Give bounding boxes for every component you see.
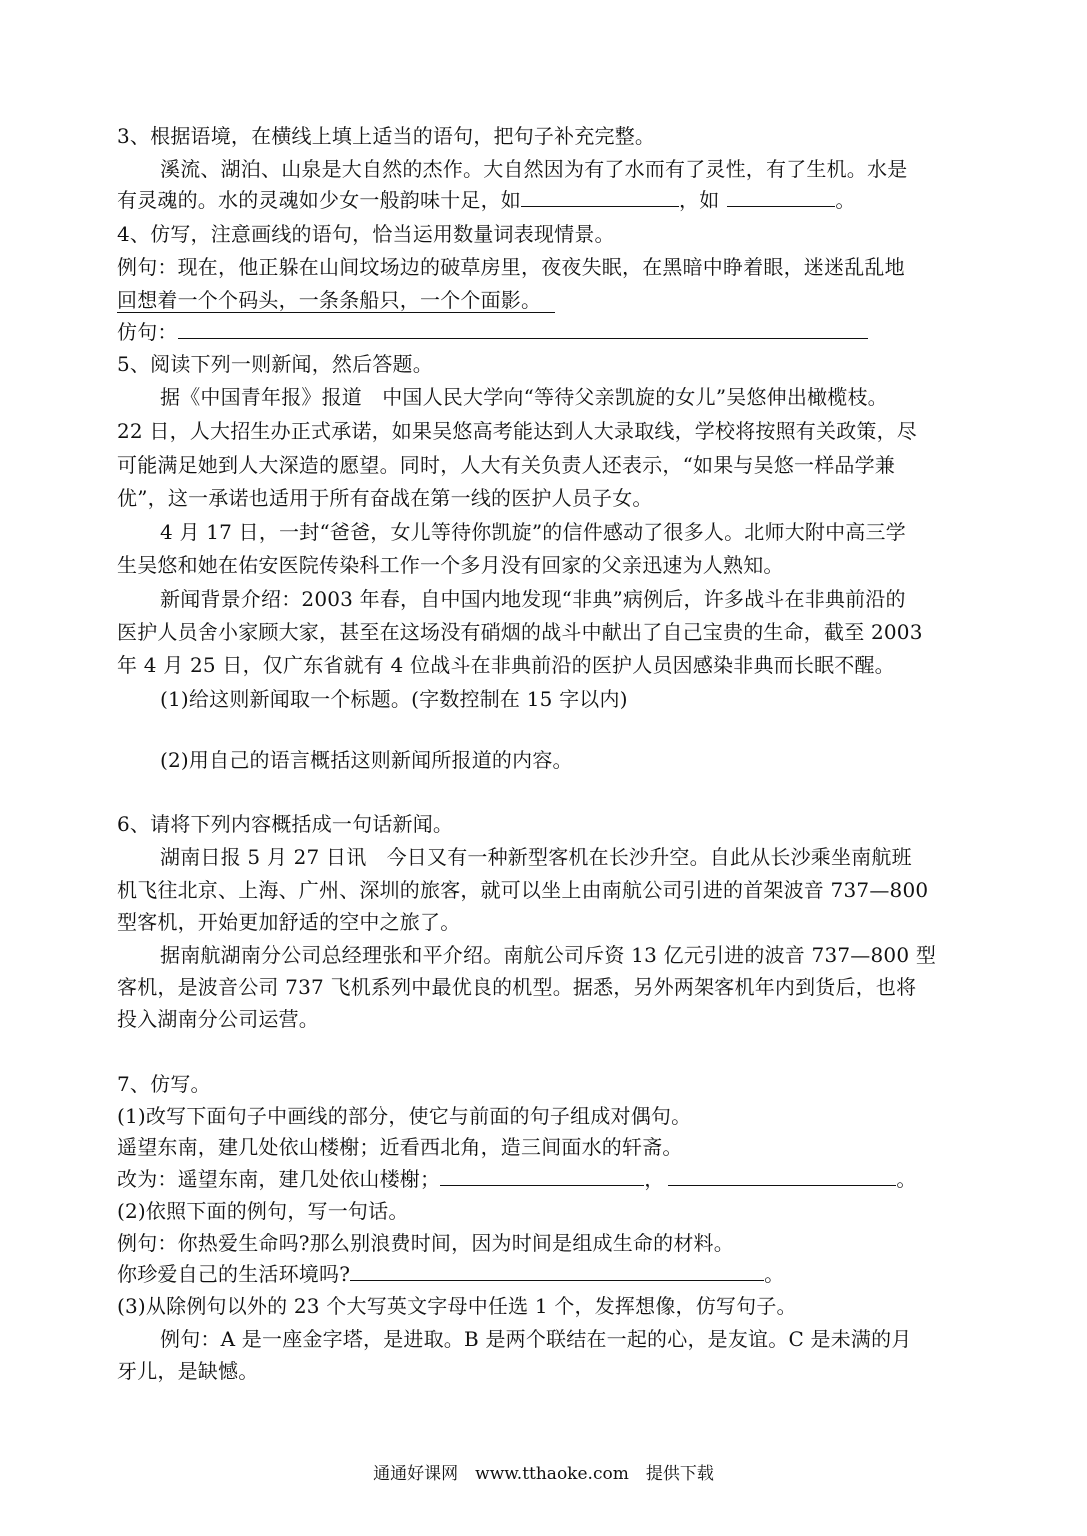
news-line: 投入湖南分公司运营。 xyxy=(117,1007,319,1031)
question-7-title: 7、仿写。 xyxy=(117,1072,211,1096)
underlined-example-line xyxy=(117,288,555,312)
question-6-title: 6、请将下列内容概括成一句话新闻。 xyxy=(117,812,454,836)
paragraph-line: 溪流、湖泊、山泉是大自然的杰作。大自然因为有了水而有了灵性，有了生机。水是 xyxy=(160,157,908,181)
sub-question: (1)给这则新闻取一个标题。(字数控制在 15 字以内) xyxy=(160,687,628,711)
answer-blank[interactable] xyxy=(727,188,835,207)
answer-blank[interactable] xyxy=(350,1262,764,1281)
news-line: 湖南日报 5 月 27 日讯 今日又有一种新型客机在长沙升空。自此从长沙乘坐南航班 xyxy=(160,845,912,869)
news-line: 优”，这一承诺也适用于所有奋战在第一线的医护人员子女。 xyxy=(117,486,653,510)
example-line: 遥望东南，建几处依山楼榭；近看西北角，造三间面水的轩斋。 xyxy=(117,1135,683,1159)
example-line: 例句：A 是一座金字塔，是进取。B 是两个联结在一起的心，是友谊。C 是未满的月 xyxy=(160,1327,912,1351)
sub-question: (3)从除例句以外的 23 个大写英文字母中任选 1 个，发挥想像，仿写句子。 xyxy=(117,1294,797,1318)
page-footer: 通通好课网 www.tthaoke.com 提供下载 xyxy=(373,1464,714,1484)
text-segment: ，如 xyxy=(679,188,720,212)
question-4-title: 4、仿写，注意画线的语句，恰当运用数量词表现情景。 xyxy=(117,222,615,246)
example-line: 例句：你热爱生命吗?那么别浪费时间，因为时间是组成生命的材料。 xyxy=(117,1231,734,1255)
text-segment: ， xyxy=(644,1167,665,1191)
sub-question: (1)改写下面句子中画线的部分，使它与前面的句子组成对偶句。 xyxy=(117,1104,692,1128)
answer-blank[interactable] xyxy=(178,320,868,339)
news-background-line: 新闻背景介绍：2003 年春，自中国内地发现“非典”病例后，许多战斗在非典前沿的 xyxy=(160,587,906,611)
news-line: 据南航湖南分公司总经理张和平介绍。南航公司斥资 13 亿元引进的波音 737—800 型 xyxy=(160,943,937,967)
news-line: 据《中国青年报》报道 中国人民大学向“等待父亲凯旋的女儿”吴悠伸出橄榄枝。 xyxy=(160,385,888,409)
news-line: 机飞往北京、上海、广州、深圳的旅客，就可以坐上由南航公司引进的首架波音 737—800 xyxy=(117,878,929,902)
news-line: 可能满足她到人大深造的愿望。同时，人大有关负责人还表示，“如果与吴悠一样品学兼 xyxy=(117,453,896,477)
news-line: 客机，是波音公司 737 飞机系列中最优良的机型。据悉，另外两架客机年内到货后，也将 xyxy=(117,975,917,999)
question-3-title: 3、根据语境，在横线上填上适当的语句，把句子补充完整。 xyxy=(117,124,656,148)
text-segment: 。 xyxy=(896,1167,917,1191)
text-segment: 。 xyxy=(835,188,856,212)
question-5-title: 5、阅读下列一则新闻，然后答题。 xyxy=(117,352,433,376)
text-segment: 改为：遥望东南，建几处依山楼榭； xyxy=(117,1167,441,1191)
sub-question: (2)依照下面的例句，写一句话。 xyxy=(117,1199,409,1223)
news-line: 22 日，人大招生办正式承诺，如果吴悠高考能达到人大录取线，学校将按照有关政策，尽 xyxy=(117,419,918,443)
underlined-text: 回想着一个个码头，一条条船只，一个个面影。 xyxy=(117,288,555,313)
sub-question: (2)用自己的语言概括这则新闻所报道的内容。 xyxy=(160,748,573,772)
text-segment: 有灵魂的。水的灵魂如少女一般韵味十足，如 xyxy=(117,188,521,212)
news-line: 型客机，开始更加舒适的空中之旅了。 xyxy=(117,910,461,934)
answer-blank[interactable] xyxy=(440,1167,644,1186)
fill-in-line xyxy=(117,1262,784,1286)
text-segment: 你珍爱自己的生活环境吗? xyxy=(117,1262,351,1286)
imitation-line xyxy=(117,320,868,344)
answer-blank[interactable] xyxy=(668,1167,896,1186)
news-background-line: 年 4 月 25 日，仅广东省就有 4 位战斗在非典前沿的医护人员因感染非典而长眠不醒。 xyxy=(117,653,895,677)
example-line: 例句：现在，他正躲在山间坟场边的破草房里，夜夜失眠，在黑暗中睁着眼，迷迷乱乱地 xyxy=(117,255,905,279)
text-segment: 。 xyxy=(764,1262,785,1286)
news-line: 4 月 17 日，一封“爸爸，女儿等待你凯旋”的信件感动了很多人。北师大附中高三学 xyxy=(160,520,906,544)
answer-blank[interactable] xyxy=(521,188,679,207)
fill-in-line xyxy=(117,188,856,212)
news-background-line: 医护人员舍小家顾大家，甚至在这场没有硝烟的战斗中献出了自己宝贵的生命，截至 2003 xyxy=(117,620,923,644)
news-line: 生吴悠和她在佑安医院传染科工作一个多月没有回家的父亲迅速为人熟知。 xyxy=(117,553,784,577)
text-segment: 仿句： xyxy=(117,320,178,344)
example-line: 牙儿，是缺憾。 xyxy=(117,1359,259,1383)
fill-in-line xyxy=(117,1167,917,1191)
